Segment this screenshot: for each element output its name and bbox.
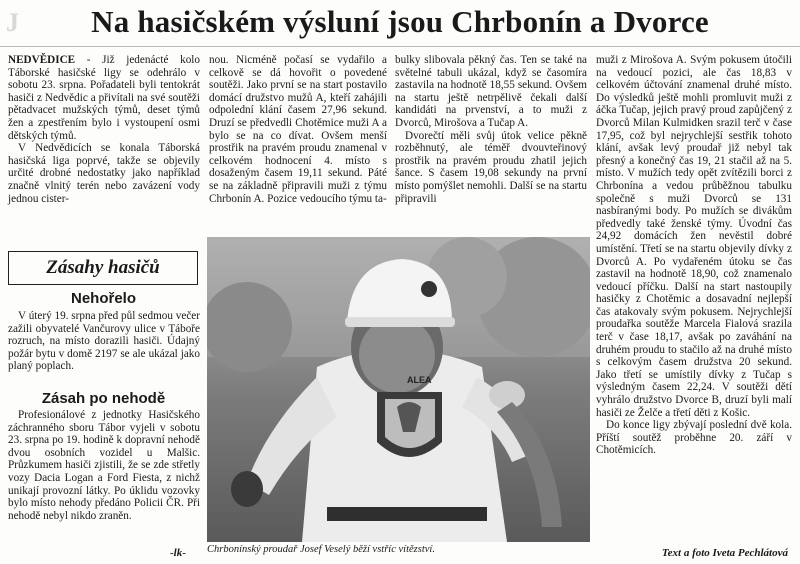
author-credit: Text a foto Iveta Pechlátová [661,547,788,559]
article-column-1 [8,54,200,205]
lead-text: - Již jedenácté kolo Táborské hasičské ligy se odehrálo v sobotu 23. srpna. Pořadateli byli tentokrát hasiči z Nedvědic a přivítali na své soutěži pětadvacet mužských týmů, deset týmů žen a zpestřením bylo i vystoupení osmi dětských týmů. [8,54,200,142]
section-box-title: Zásahy hasičů [8,251,198,285]
article-column-3 [395,54,587,205]
headline: Na hasičském výsluní jsou Chrbonín a Dvorce [91,4,709,39]
dateline: NEDVĚDICE [8,54,76,66]
column-3-paragraph-2: Dvorečtí měli svůj útok velice pěkně rozběhnutý, ale téměř dvouvteřinový prostřik na pravém proudu zhatil jejich šance. S časem 19,08 sekundy na první místo pomýšlet nemohli. Další se na startu připravili [395,129,587,205]
adjacent-page-ghost-left: J [6,8,19,37]
article-column-2: nou. Nicméně počasí se vydařilo a celkově se dá hovořit o povedené soutěži. Jako první se na start postavilo domácí družstvo mužů A, kteří zahájili odpolední klání časem 27,96 sekund. Druzí se předvedli Chotěmice muži A a bylo se na co dívat. Ovšem menší prostřik na pravém proudu znamenal v celkovém hodnocení 4. místo s dosaženým časem 19,11 sekund. Páté se na základně připravili muži z týmu Chrbonín A. Pozice vedoucího týmu ta- [209,54,387,205]
article-column-4 [596,54,792,457]
story-1-title: Nehořelo [70,290,136,307]
article-photo [207,237,590,542]
firefighter-photo-illustration [207,237,590,542]
column-3-paragraph-1: bulky slibovala pěkný čas. Ten se také na světelné tabuli ukázal, když se časomíra zastavila na hodnotě 18,55 sekund. Ovšem na startu ještě netrpělivě čekali další kandidáti na prvenství, a to muži z Dvorců, Mirošova a Tučap A. [395,54,587,129]
story-2-signature: -lk- [170,547,186,559]
story-2-text: Profesionálové z jednotky Hasičského záchranného sboru Tábor vyjeli v sobotu 23. srpna po 19. hodině k dopravní nehodě dvou osobních vozidel u Malšic. Průzkumem hasiči zjistili, že se zde střetly vozy Dacia Logan a Ford Fiesta, z nichž unikají provozní látky. Po úklidu vozovky bylo místo nehody předáno Policii ČR. Při nehodě nebyl nikdo zraněn. [8,409,200,522]
header-rule [0,46,800,47]
column-1-paragraph-2: V Nedvědicích se konala Táborská hasičská liga poprvé, takže se objevily určité drobné nedostatky jako například značně vlnitý terén nebo zavázení vody jednou cister- [8,142,200,205]
column-4-paragraph-2: Do konce ligy zbývají poslední dvě kola. Příští soutěž proběhne 20. září v Chotěmicích. [596,419,792,457]
column-1-paragraph-1 [8,54,200,142]
photo-caption: Chrbonínský proudař Josef Veselý běží vstříc vítězství. [207,544,435,555]
shirt-logo-text: ALEA [407,375,432,385]
column-4-paragraph-1: muži z Mirošova A. Svým pokusem útočili na vedoucí pozici, ale čas 18,83 v celkovém účtování znamenal druhé místo. Do výsledků ještě mohli promluvit muži z áčka Tučap, jejich pravý proud zapůjčený z Dvorců Milan Kulmidken srazil terč v čase 17,95, což byl nejrychlejší sestřik tohoto klání, avšak levý proudař již nebyl tak přesný a konečný čas 19, 21 stačil až na 5. místo. V mužích tedy opět zvítězili borci z Chrbonína a vedou průběžnou tabulku společně s muži Dvorců se 131 nasbíranými body. Po mužích se divákům předvedly také ženské týmy. Úvodní čas 24,92 domácích žen nevěstil dobré umístění. Třetí se na startu objevily dívky z Dvorců A. Po vydařeném útoku se čas zastavil na hodnotě 18,90, což znamenalo vedoucí příčku. Další na start nastoupily hasičky z Chotěmic a dosavadní nejlepší čas atakovaly svým pokusem. Nejrychlejší proudařka soutěže Marcela Fialová srazila terč v čase 18,17, avšak po zaváhání na druhém proudu to stačilo až na druhé místo s celkovým časem družstva 20 sekund. Jako třetí se umístily dívky z Tučap s výsledným časem 22,24. V soutěži dětí vyhrálo družstvo Dvorce B, druzí byli malí hasiči ze Želče a třetí děti z Košic. [596,54,792,419]
story-1-text: V úterý 19. srpna před půl sedmou večer zažili obyvatelé Vančurovy ulice v Táboře rozruch, na místo dorazili hasiči. Údajný požár bytu v domě 2197 se ale ukázal jako planý poplach. [8,310,200,373]
story-2-title: Zásah po nehodě [41,390,166,407]
